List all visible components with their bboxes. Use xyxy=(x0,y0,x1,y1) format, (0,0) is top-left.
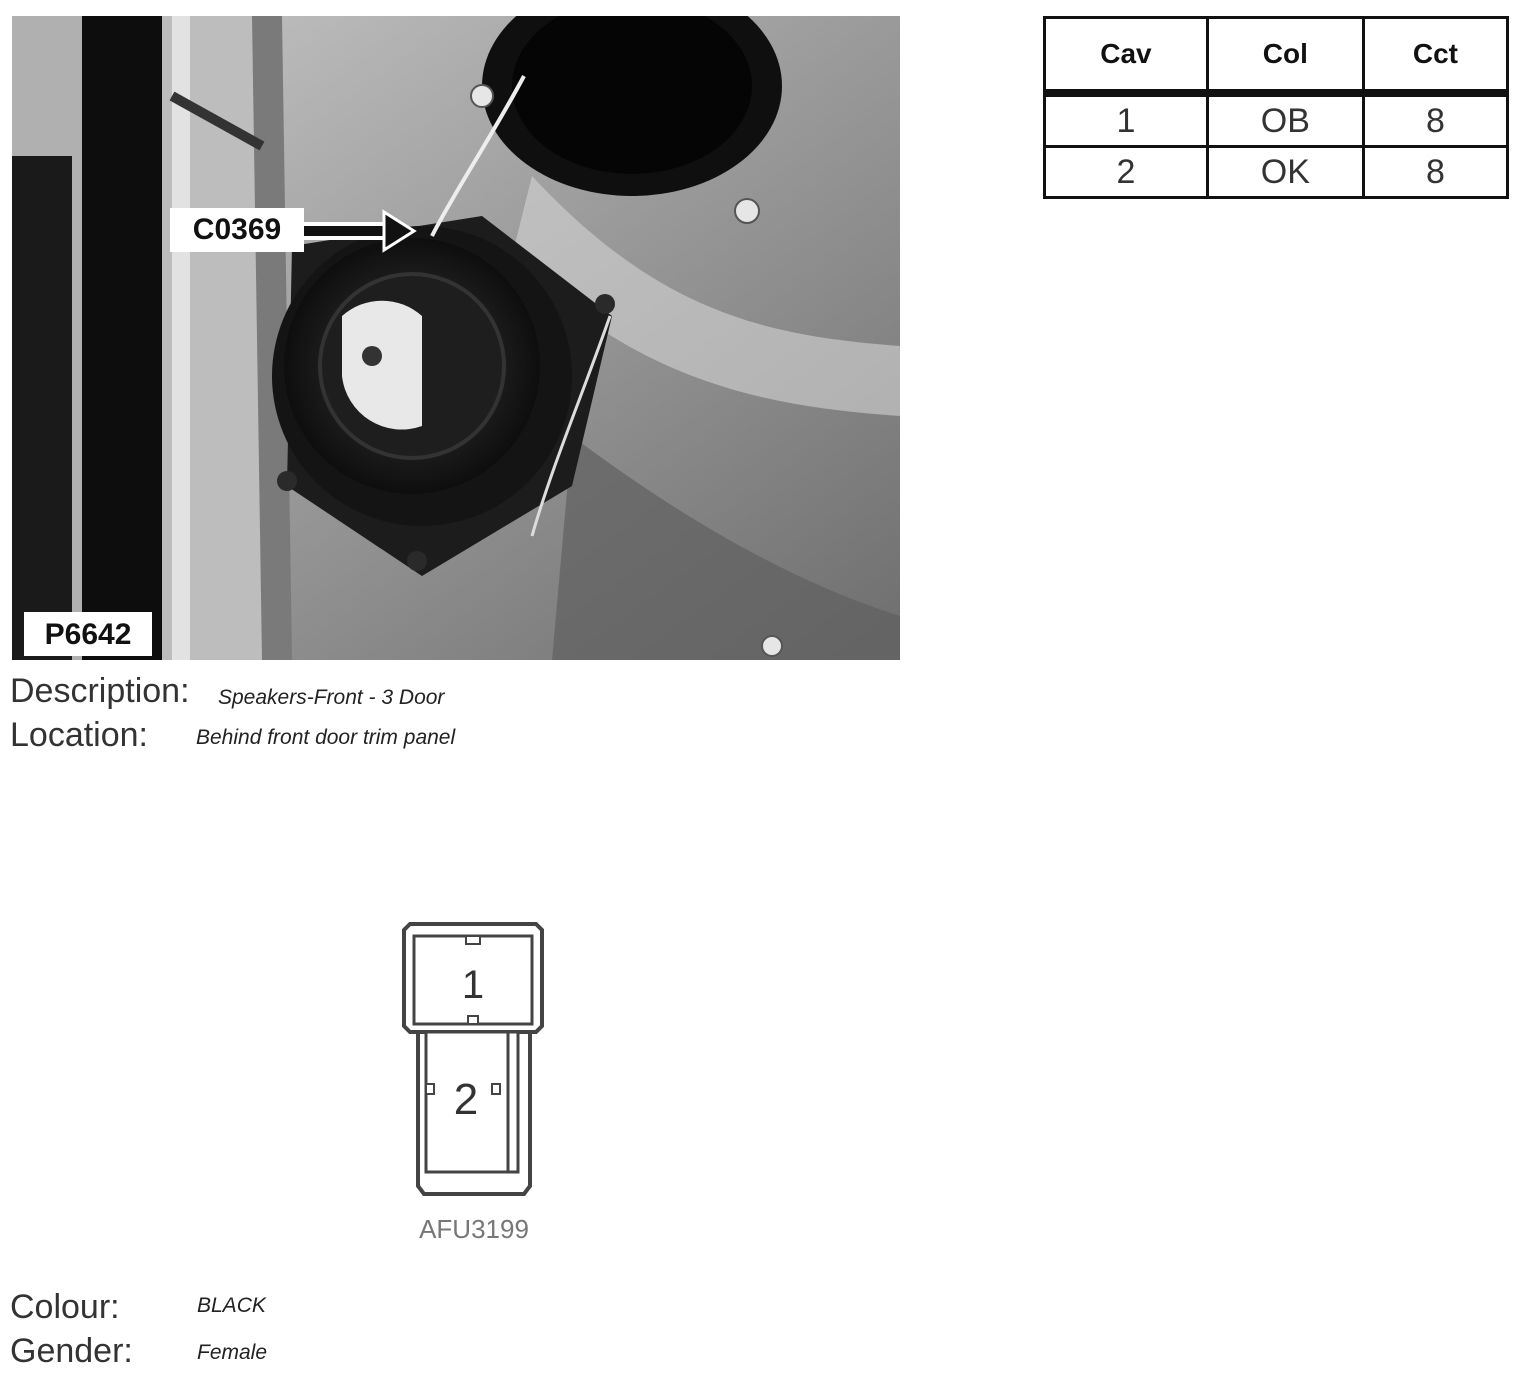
header-cav: Cav xyxy=(1045,18,1208,94)
cell-col: OB xyxy=(1207,93,1363,147)
connector-outline xyxy=(396,914,552,1204)
header-col: Col xyxy=(1207,18,1363,94)
gender-value: Female xyxy=(197,1341,268,1364)
description-label: Description: xyxy=(10,672,190,710)
connector-face-diagram xyxy=(396,914,552,1209)
connector-part-id: AFU3199 xyxy=(419,1214,529,1244)
speaker-photo-illustration xyxy=(12,16,900,660)
connector-location-photo xyxy=(12,16,900,660)
photo-reference-id: P6642 xyxy=(24,612,152,656)
gender-label: Gender: xyxy=(10,1332,133,1370)
cell-cct: 8 xyxy=(1363,93,1507,147)
header-cct: Cct xyxy=(1363,18,1507,94)
pinout-table xyxy=(1043,16,1509,199)
colour-label: Colour: xyxy=(10,1288,120,1326)
cell-cav: 1 xyxy=(1045,93,1208,147)
cell-cct: 8 xyxy=(1363,147,1507,198)
cell-col: OK xyxy=(1207,147,1363,198)
cavity-2-label: 2 xyxy=(453,1075,479,1124)
location-value: Behind front door trim panel xyxy=(196,726,456,749)
pinout-header-row xyxy=(1045,18,1508,94)
cavity-1-label: 1 xyxy=(461,963,485,1007)
table-row xyxy=(1045,147,1508,198)
cell-cav: 2 xyxy=(1045,147,1208,198)
colour-value: BLACK xyxy=(197,1294,266,1317)
location-label: Location: xyxy=(10,716,148,754)
description-value: Speakers-Front - 3 Door xyxy=(218,686,445,709)
table-row xyxy=(1045,93,1508,147)
connector-callout-label: C0369 xyxy=(170,208,304,252)
